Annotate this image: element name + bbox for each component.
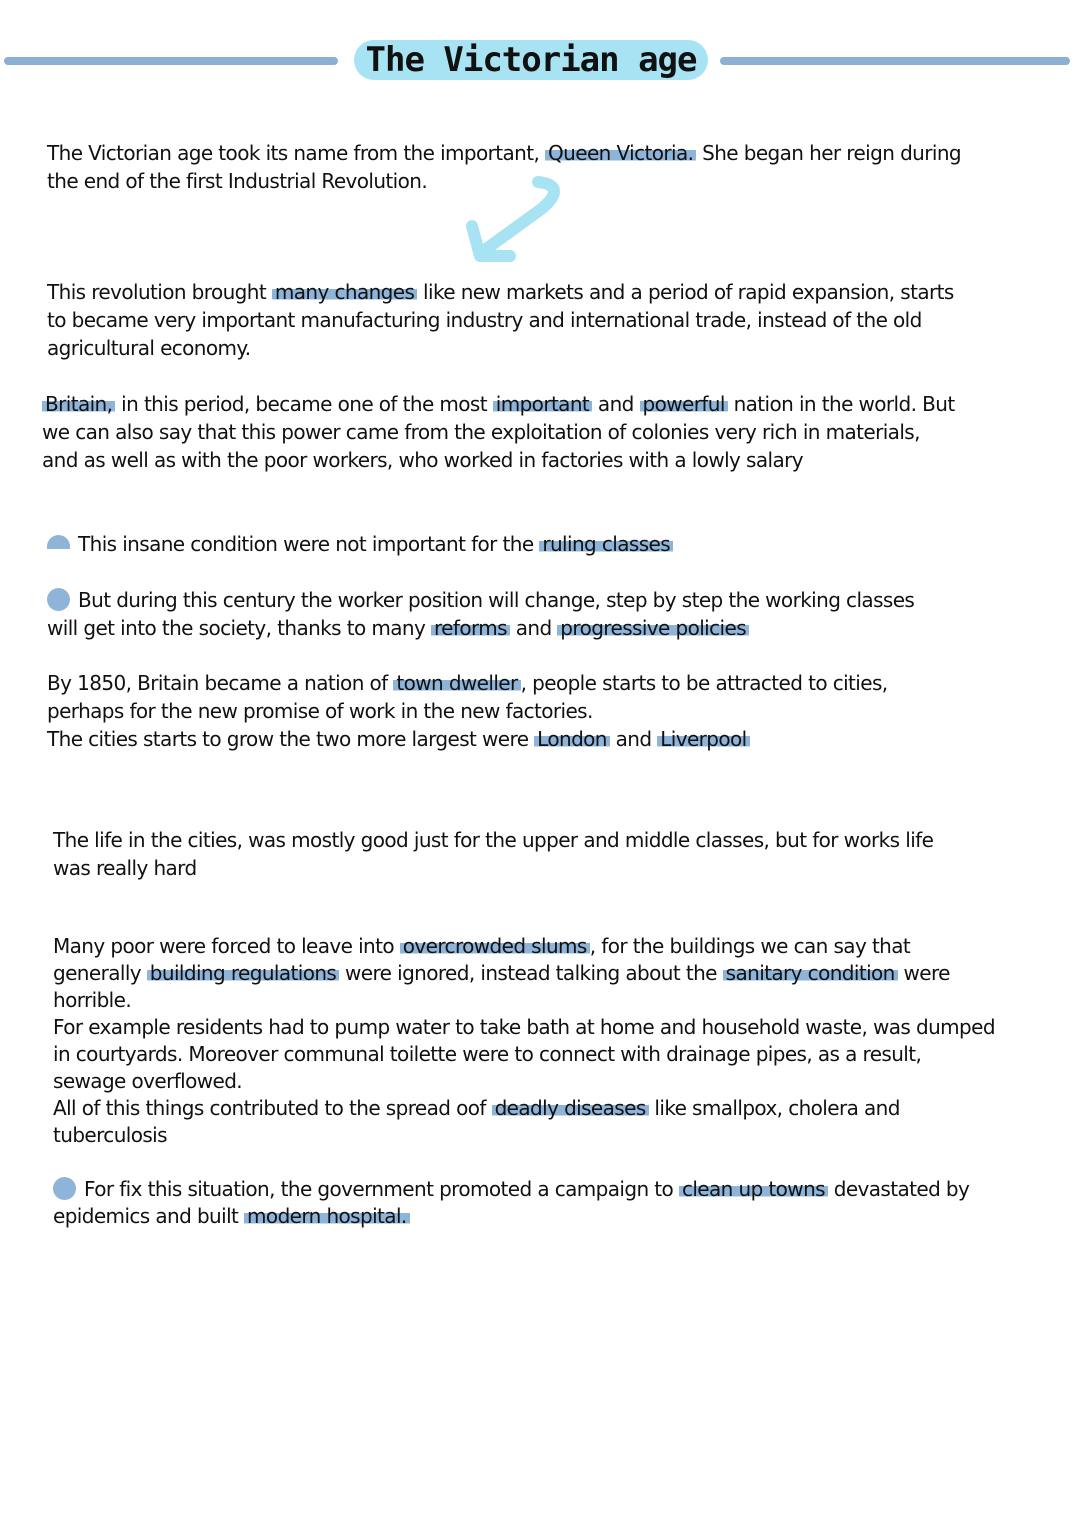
highlight-powerful: powerful <box>640 392 728 416</box>
highlight-town-dweller: town dweller <box>393 671 520 695</box>
paragraph-intro: The Victorian age took its name from the important, Queen Victoria. She began her reign during the end of the first Industrial Revolution. <box>47 141 961 193</box>
paragraph-city-life: The life in the cities, was mostly good just for the upper and middle classes, but for works life was really hard <box>53 828 934 880</box>
paragraph-1850: By 1850, Britain became a nation of town dweller , people starts to be attracted to cities, perhaps for the new promise of work in the new factories. The cities starts to grow the two more largest were London and Liverpool <box>47 671 888 751</box>
highlight-london: London <box>534 727 610 751</box>
highlight-important: important <box>493 392 592 416</box>
bullet-ruling-classes: This insane condition were not important for the ruling classes <box>47 530 1067 558</box>
paragraph-slums: Many poor were forced to leave into overcrowded slums , for the buildings we can say that generally building regulations were ignored, instead talking about the sanitary condition were horrible. For example residents had to pump water to take bath at home and household waste, was dumped in courtyards. Moreover communal toilette were to connect with drainage pipes, as a result, sewage overflowed. All of this things contributed to the spread oof deadly diseases like smallpox, cholera and tuberculosis <box>53 934 995 1147</box>
bullet-government-campaign: For fix this situation, the government promoted a campaign to clean up towns devastated by epidemics and built modern hospital. <box>53 1177 970 1228</box>
highlight-ruling-classes: ruling classes <box>539 532 673 556</box>
highlight-progressive-policies: progressive policies <box>557 616 749 640</box>
arrow-down-left-icon <box>460 172 570 264</box>
highlight-reforms: reforms <box>431 616 510 640</box>
bullet-worker-position: But during this century the worker position will change, step by step the working classes will get into the society, thanks to many reforms and progressive policies <box>47 588 915 640</box>
highlight-clean-up-towns: clean up towns <box>679 1177 828 1201</box>
bullet-dot-icon <box>53 1177 76 1200</box>
highlight-britain: Britain, <box>42 392 115 416</box>
title-rule-left <box>4 57 338 65</box>
highlight-overcrowded-slums: overcrowded slums <box>400 934 590 958</box>
paragraph-britain: Britain, in this period, became one of the most important and powerful nation in the world. But we can also say that this power came from the exploitation of colonies very rich in materials, and as well as with the poor workers, who worked in factories with a lowly salary <box>42 392 955 472</box>
paragraph-revolution: This revolution brought many changes like new markets and a period of rapid expansion, starts to became very important manufacturing industry and international trade, instead of the old agricultural economy. <box>47 280 954 360</box>
highlight-sanitary-condition: sanitary condition <box>723 961 898 985</box>
highlight-queen-victoria: Queen Victoria. <box>545 141 696 165</box>
highlight-liverpool: Liverpool <box>657 727 749 751</box>
highlight-modern-hospital: modern hospital. <box>244 1204 410 1228</box>
highlight-deadly-diseases: deadly diseases <box>492 1096 649 1120</box>
title-rule-right <box>720 57 1070 65</box>
highlight-many-changes: many changes <box>272 280 417 304</box>
bullet-dot-icon <box>47 535 70 549</box>
page-title: The Victorian age <box>354 40 708 80</box>
bullet-dot-icon <box>47 588 70 611</box>
highlight-building-regulations: building regulations <box>147 961 339 985</box>
